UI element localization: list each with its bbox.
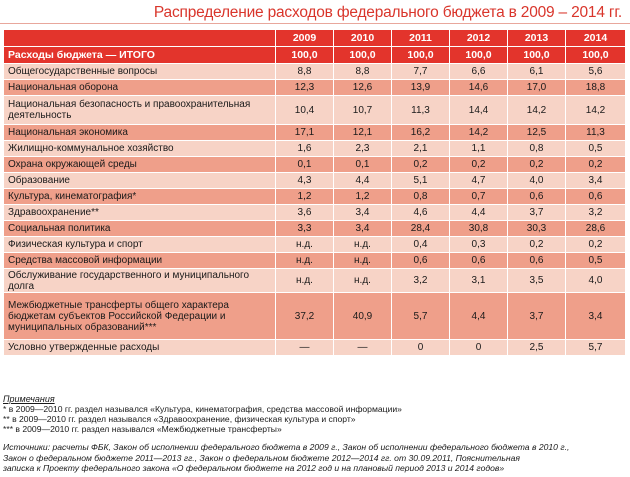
- row-value: 4,4: [334, 173, 392, 189]
- row-value: 40,9: [334, 293, 392, 340]
- row-value: 3,2: [566, 205, 626, 221]
- sources-block: [3, 442, 627, 474]
- row-value: 3,2: [392, 269, 450, 293]
- row-value: 0,2: [450, 157, 508, 173]
- row-value: 17,0: [508, 80, 566, 96]
- row-value: 10,4: [276, 96, 334, 125]
- row-value: 14,4: [450, 96, 508, 125]
- row-label: Образование: [4, 173, 276, 189]
- year-header: 2013: [508, 30, 566, 47]
- row-label: Национальная экономика: [4, 125, 276, 141]
- row-value: 8,8: [276, 64, 334, 80]
- row-value: 4,0: [566, 269, 626, 293]
- total-value: 100,0: [276, 47, 334, 64]
- year-header: 2014: [566, 30, 626, 47]
- row-value: 0: [392, 340, 450, 356]
- row-value: 18,8: [566, 80, 626, 96]
- table-row: [4, 96, 626, 125]
- row-value: 5,7: [392, 293, 450, 340]
- row-label: Культура, кинематография*: [4, 189, 276, 205]
- row-value: 4,0: [508, 173, 566, 189]
- row-value: 3,4: [334, 205, 392, 221]
- row-value: 3,7: [508, 205, 566, 221]
- total-value: 100,0: [508, 47, 566, 64]
- note-item: ** в 2009—2010 гг. раздел назывался «Здравоохранение, физическая культура и спорт»: [3, 414, 356, 424]
- table-row: [4, 173, 626, 189]
- row-value: 0,1: [276, 157, 334, 173]
- row-label: Здравоохранение**: [4, 205, 276, 221]
- row-value: 2,3: [334, 141, 392, 157]
- row-value: 0,7: [450, 189, 508, 205]
- row-value: 12,1: [334, 125, 392, 141]
- row-value: 16,2: [392, 125, 450, 141]
- table-row: [4, 340, 626, 356]
- row-label: Физическая культура и спорт: [4, 237, 276, 253]
- note-item: *** в 2009—2010 гг. раздел назывался «Межбюджетные трансферты»: [3, 424, 282, 434]
- row-value: 6,6: [450, 64, 508, 80]
- row-label: Обслуживание государственного и муниципального долга: [4, 269, 276, 293]
- sources-line: Закон о федеральном бюджете 2011—2013 гг., Закон о федеральном бюджете 2012—2014 гг. от 30.09.2011, Пояснительная: [3, 452, 520, 463]
- row-value: 1,1: [450, 141, 508, 157]
- row-value: 1,6: [276, 141, 334, 157]
- table-row: [4, 205, 626, 221]
- row-value: 2,5: [508, 340, 566, 356]
- row-value: 0,8: [392, 189, 450, 205]
- row-value: н.д.: [276, 269, 334, 293]
- row-label: Межбюджетные трансферты общего характера бюджетам субъектов Российской Федерации и муниципальных образований***: [4, 293, 276, 340]
- row-value: 10,7: [334, 96, 392, 125]
- row-value: 3,4: [334, 221, 392, 237]
- row-value: 3,4: [566, 173, 626, 189]
- row-value: н.д.: [276, 237, 334, 253]
- budget-table: [3, 29, 626, 356]
- row-value: 3,5: [508, 269, 566, 293]
- note-item: * в 2009—2010 гг. раздел назывался «Культура, кинематография, средства массовой информации»: [3, 404, 402, 414]
- year-header: 2009: [276, 30, 334, 47]
- row-value: 14,2: [566, 96, 626, 125]
- row-value: —: [334, 340, 392, 356]
- header-row: [4, 30, 626, 47]
- row-value: 28,4: [392, 221, 450, 237]
- row-value: 6,1: [508, 64, 566, 80]
- row-value: 0,2: [508, 157, 566, 173]
- table-row: [4, 157, 626, 173]
- row-value: 14,2: [450, 125, 508, 141]
- row-value: 4,4: [450, 293, 508, 340]
- year-header: 2010: [334, 30, 392, 47]
- row-value: 12,5: [508, 125, 566, 141]
- row-value: 11,3: [392, 96, 450, 125]
- row-value: н.д.: [276, 253, 334, 269]
- row-value: 0,2: [566, 157, 626, 173]
- row-label: Условно утвержденные расходы: [4, 340, 276, 356]
- notes-block: [3, 394, 627, 434]
- total-label: Расходы бюджета — ИТОГО: [4, 47, 276, 64]
- row-value: 3,3: [276, 221, 334, 237]
- row-value: 0,6: [392, 253, 450, 269]
- row-value: 30,3: [508, 221, 566, 237]
- row-value: 37,2: [276, 293, 334, 340]
- row-value: 4,3: [276, 173, 334, 189]
- row-value: 1,2: [276, 189, 334, 205]
- table-row: [4, 293, 626, 340]
- row-value: 14,6: [450, 80, 508, 96]
- row-value: 0,3: [450, 237, 508, 253]
- row-value: 0,2: [508, 237, 566, 253]
- total-row: [4, 47, 626, 64]
- row-value: 0,6: [508, 189, 566, 205]
- row-value: 0,8: [508, 141, 566, 157]
- table-row: [4, 269, 626, 293]
- row-value: 0,6: [566, 189, 626, 205]
- row-label: Национальная оборона: [4, 80, 276, 96]
- table-row: [4, 253, 626, 269]
- table-row: [4, 237, 626, 253]
- row-label: Общегосударственные вопросы: [4, 64, 276, 80]
- row-value: 4,6: [392, 205, 450, 221]
- row-value: 0,1: [334, 157, 392, 173]
- notes-heading: Примечания: [3, 394, 55, 404]
- table-row: [4, 189, 626, 205]
- table-row: [4, 64, 626, 80]
- row-value: 0,5: [566, 141, 626, 157]
- row-label: Жилищно-коммунальное хозяйство: [4, 141, 276, 157]
- table-row: [4, 125, 626, 141]
- row-value: н.д.: [334, 253, 392, 269]
- row-label: Средства массовой информации: [4, 253, 276, 269]
- row-value: 14,2: [508, 96, 566, 125]
- year-header: 2011: [392, 30, 450, 47]
- row-value: —: [276, 340, 334, 356]
- row-label: Охрана окружающей среды: [4, 157, 276, 173]
- row-value: 4,4: [450, 205, 508, 221]
- table-row: [4, 141, 626, 157]
- row-value: 8,8: [334, 64, 392, 80]
- row-value: 3,1: [450, 269, 508, 293]
- title-divider: [0, 23, 630, 24]
- row-value: 4,7: [450, 173, 508, 189]
- total-value: 100,0: [566, 47, 626, 64]
- row-value: 0,2: [566, 237, 626, 253]
- total-value: 100,0: [450, 47, 508, 64]
- sources-line: Источники: расчеты ФБК, Закон об исполнении федерального бюджета в 2009 г., Закон об исполнении федерального бюджета в 2010 г.,: [3, 442, 570, 452]
- row-value: 0,5: [566, 253, 626, 269]
- total-value: 100,0: [392, 47, 450, 64]
- row-value: 3,4: [566, 293, 626, 340]
- row-value: 0,4: [392, 237, 450, 253]
- row-value: 5,6: [566, 64, 626, 80]
- row-label: Национальная безопасность и правоохранительная деятельность: [4, 96, 276, 125]
- row-value: 11,3: [566, 125, 626, 141]
- row-value: 2,1: [392, 141, 450, 157]
- row-label: Социальная политика: [4, 221, 276, 237]
- row-value: 28,6: [566, 221, 626, 237]
- row-value: 1,2: [334, 189, 392, 205]
- row-value: 0,6: [508, 253, 566, 269]
- row-value: н.д.: [334, 237, 392, 253]
- row-value: н.д.: [334, 269, 392, 293]
- row-value: 12,6: [334, 80, 392, 96]
- row-value: 0,2: [392, 157, 450, 173]
- row-value: 5,1: [392, 173, 450, 189]
- row-value: 3,6: [276, 205, 334, 221]
- row-value: 3,7: [508, 293, 566, 340]
- year-header: 2012: [450, 30, 508, 47]
- row-value: 17,1: [276, 125, 334, 141]
- row-value: 0,6: [450, 253, 508, 269]
- row-value: 5,7: [566, 340, 626, 356]
- table-row: [4, 80, 626, 96]
- sources-line: записка к Проекту федерального закона «О федеральном бюджете на 2012 год и на плановый период 2013 и 2014 годов»: [3, 463, 505, 473]
- row-value: 0: [450, 340, 508, 356]
- table-row: [4, 221, 626, 237]
- total-value: 100,0: [334, 47, 392, 64]
- page-title: Распределение расходов федерального бюджета в 2009 – 2014 гг.: [153, 4, 622, 21]
- row-value: 12,3: [276, 80, 334, 96]
- row-value: 13,9: [392, 80, 450, 96]
- row-value: 7,7: [392, 64, 450, 80]
- row-value: 30,8: [450, 221, 508, 237]
- header-corner: [4, 30, 276, 47]
